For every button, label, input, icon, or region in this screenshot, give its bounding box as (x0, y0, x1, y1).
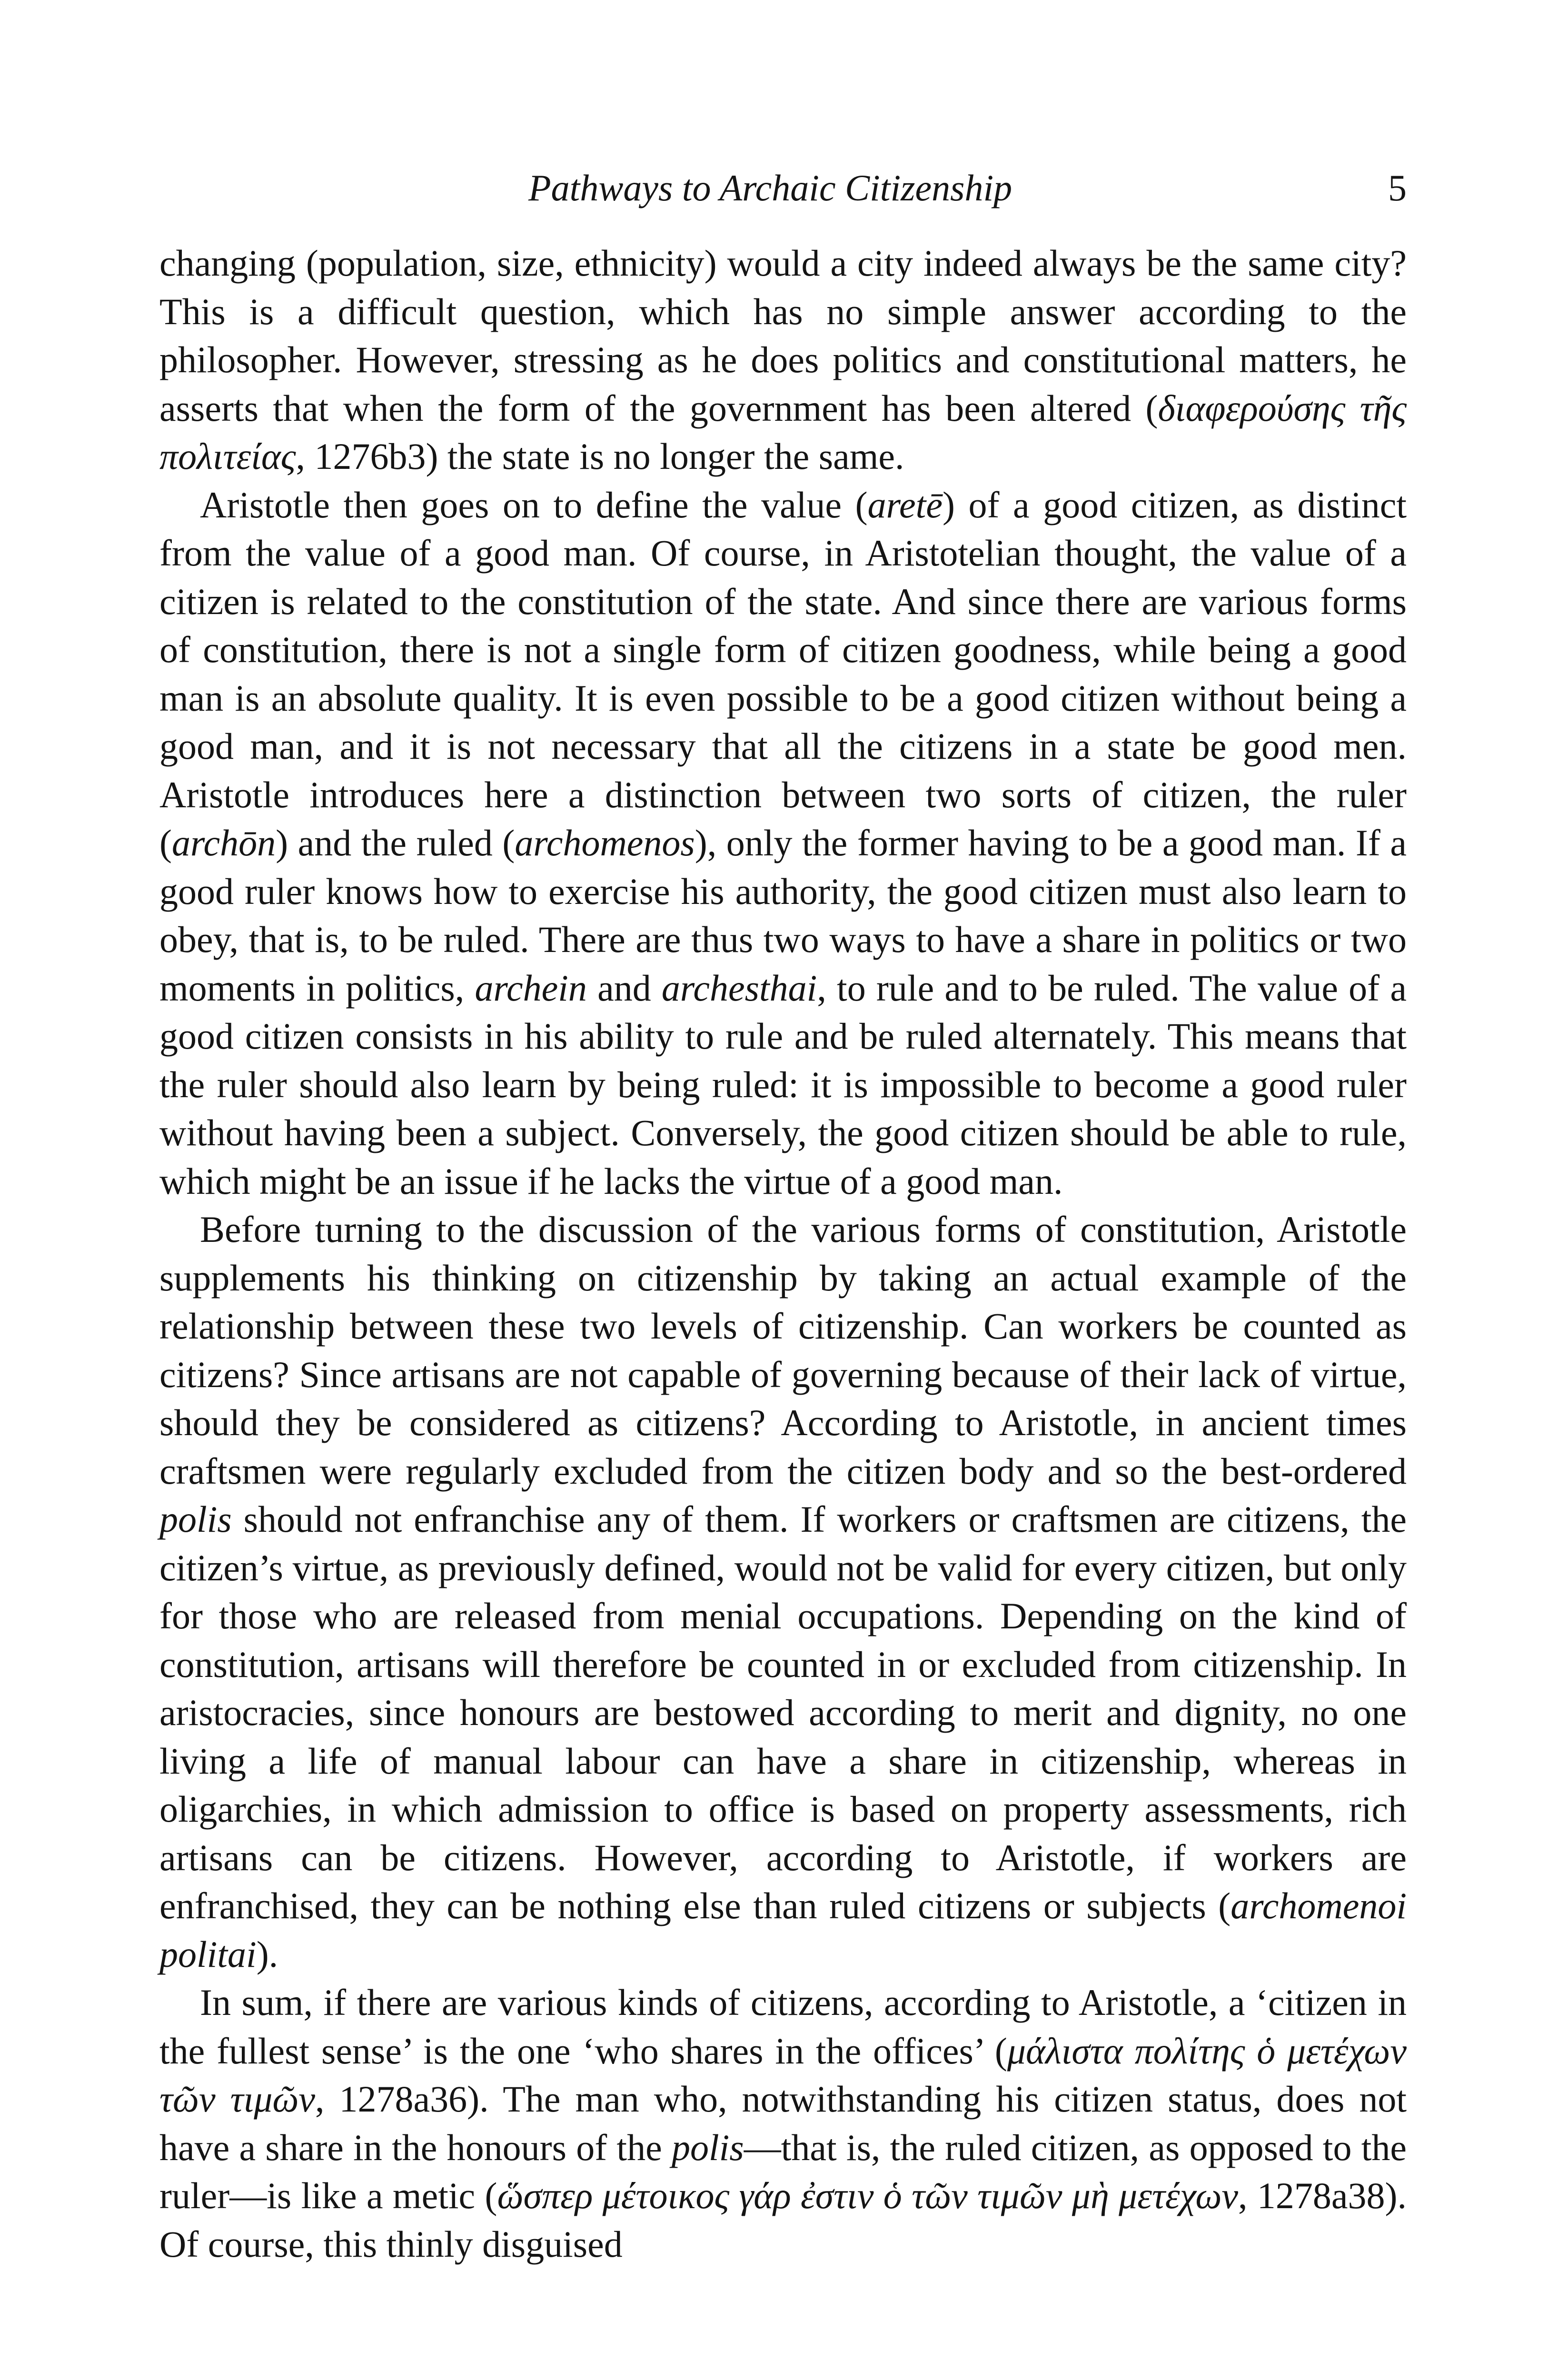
text-run: ). (256, 1933, 278, 1975)
paragraph (159, 481, 1407, 1206)
italic-term: archein (475, 967, 587, 1009)
running-title: Pathways to Archaic Citizenship (528, 167, 1012, 208)
text-run: , 1278a36). The man who, notwithstanding his citizen status, does not have a share in the honours of the (159, 2078, 1407, 2168)
text-run: ), only the former having to be a good man. If a good ruler knows how to exercise his authority, the good citizen must also learn to obey, that is, to be ruled. There are thus two ways to have a share in politics or two moments in politics, (159, 822, 1407, 1009)
page-content (159, 157, 1407, 2268)
italic-term: archōn (171, 822, 276, 863)
text-run: , 1278a38). Of course, this thinly disguised (159, 2175, 1407, 2265)
greek-quotation: διαφερούσης τῆς πολιτείας (159, 387, 1407, 477)
italic-term: archomenos (515, 822, 695, 863)
text-run: ) and the ruled ( (276, 822, 515, 863)
text-run: In sum, if there are various kinds of citizens, according to Aristotle, a ‘citizen in the fullest sense’ is the one ‘who shares in the offices’ ( (159, 1982, 1407, 2072)
paragraph (159, 239, 1407, 481)
text-run: , to rule and to be ruled. The value of a good citizen consists in his ability to rule and be ruled alternately. This means that the ruler should also learn by being ruled: it is impossible to become a good ruler without having been a subject. Conversely, the good citizen should be able to rule, which might be an issue if he lacks the virtue of a good man. (159, 967, 1407, 1202)
greek-quotation: μάλιστα πολίτης ὁ μετέχων τῶν τιμῶν (159, 2030, 1407, 2120)
text-run: Aristotle then goes on to define the value ( (200, 484, 868, 526)
text-run: ) of a good citizen, as distinct from the value of a good man. Of course, in Aristotelian thought, the value of a citizen is related to the constitution of the state. And since there are various forms of constitution, there is not a single form of citizen goodness, while being a good man is an absolute quality. It is even possible to be a good citizen without being a good man, and it is not necessary that all the citizens in a state be good men. Aristotle introduces here a distinction between two sorts of citizen, the ruler ( (159, 484, 1407, 863)
text-run: changing (population, size, ethnicity) would a city indeed always be the same city? This is a difficult question, which has no simple answer according to the philosopher. However, stressing as he does politics and constitutional matters, he asserts that when the form of the government has been altered ( (159, 242, 1407, 429)
italic-term: polis (159, 1498, 232, 1540)
italic-term: archomenoi politai (159, 1885, 1407, 1975)
running-head (159, 157, 1407, 219)
body-text (159, 239, 1407, 2268)
text-run: —that is, the ruled citizen, as opposed to the ruler—is like a metic ( (159, 2126, 1407, 2216)
greek-quotation: ὥσπερ μέτοικος γάρ ἐστιν ὁ τῶν τιμῶν μὴ μετέχων (497, 2175, 1239, 2216)
italic-term: aretē (867, 484, 943, 526)
italic-term: archesthai (661, 967, 817, 1009)
text-run: Before turning to the discussion of the various forms of constitution, Aristotle supplements his thinking on citizenship by taking an actual example of the relationship between these two levels of citizenship. Can workers be counted as citizens? Since artisans are not capable of governing because of their lack of virtue, should they be considered as citizens? According to Aristotle, in ancient times craftsmen were regularly excluded from the citizen body and so the best-ordered (159, 1209, 1407, 1492)
text-run: should not enfranchise any of them. If workers or craftsmen are citizens, the citizen’s virtue, as previously defined, would not be valid for every citizen, but only for those who are released from menial occupations. Depending on the kind of constitution, artisans will therefore be counted in or excluded from citizenship. In aristocracies, since honours are bestowed according to merit and dignity, no one living a life of manual labour can have a share in citizenship, whereas in oligarchies, in which admission to office is based on property assessments, rich artisans can be citizens. However, according to Aristotle, if workers are enfranchised, they can be nothing else than ruled citizens or subjects ( (159, 1498, 1407, 1926)
paragraph (159, 1978, 1407, 2268)
page-number: 5 (1388, 167, 1407, 208)
italic-term: polis (671, 2126, 744, 2168)
text-run: , 1276b3) the state is no longer the same. (296, 436, 904, 477)
paragraph (159, 1205, 1407, 1978)
text-run: and (586, 967, 662, 1009)
